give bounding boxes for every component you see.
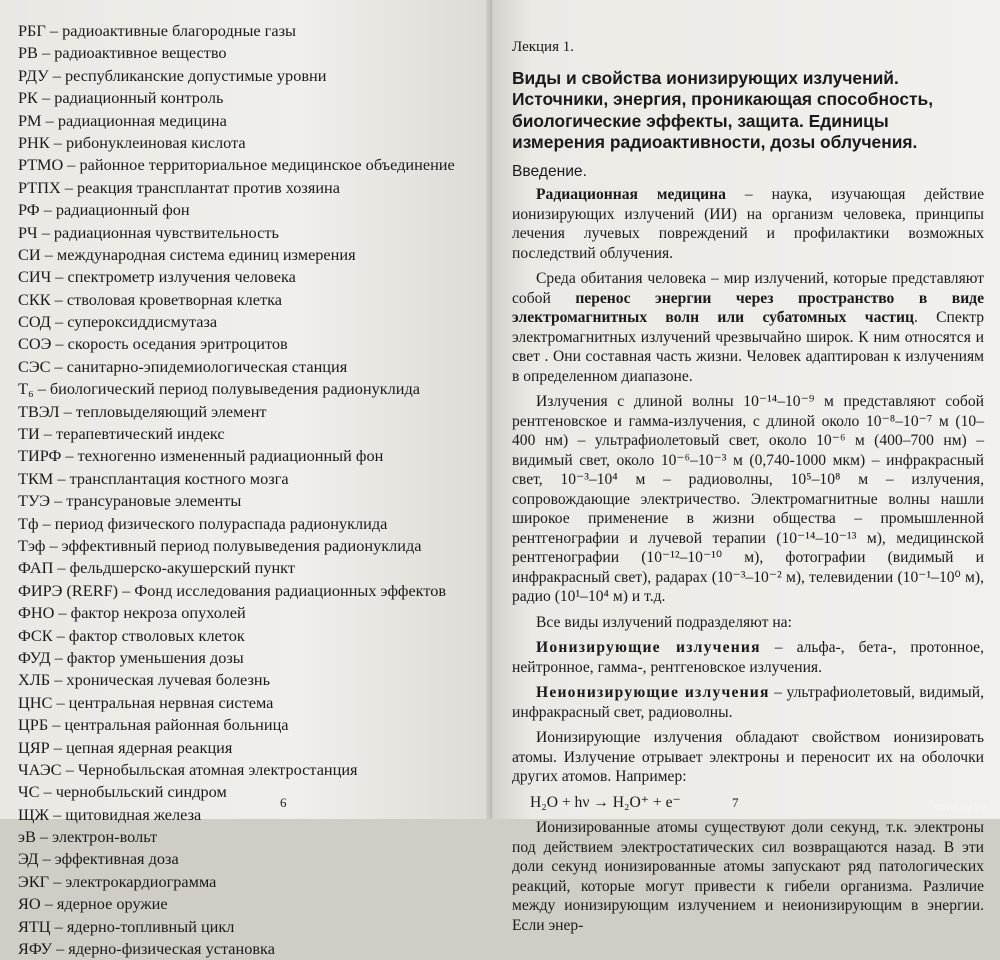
abbreviation-item: ЯТЦ – ядерно-топливный цикл [18, 916, 235, 936]
abbreviation-item: ЯО – ядерное оружие [18, 894, 168, 914]
abbreviation-item: СИЧ – спектрометр излучения человека [18, 267, 296, 287]
page-number-right: 7 [732, 795, 739, 810]
right-page [492, 0, 1000, 934]
page-number-left: 6 [280, 795, 287, 810]
paragraph-ionizing [512, 638, 984, 677]
abbreviation-item: ТИ – терапевтический индекс [18, 424, 225, 444]
term-nonionizing: Неионизирующие излучения [536, 684, 770, 701]
abbreviation-item: РДУ – республиканские допустимые уровни [18, 65, 327, 85]
abbreviation-item: эВ – электрон-вольт [18, 827, 158, 847]
paragraph-text: – альфа-, бета-, протонное, нейтронное, гамма-, рентгеновское излучения. [512, 639, 984, 676]
abbreviation-item: ЦРБ – центральная районная больница [18, 715, 289, 735]
abbreviation-item: СОД – супероксиддисмутаза [18, 312, 218, 332]
paragraph-ionization: Ионизирующие излучения обладают свойством ионизировать атомы. Излучение отрывает электроны и переносит их на оболочки других атомов. Например: [512, 729, 984, 785]
lecture-content [512, 38, 984, 941]
lecture-title: Виды и свойства ионизирующих излучений. Источники, энергия, проникающая способность, биологические эффекты, защита. Единицы измерения радиоактивности, дозы облучения. [512, 67, 934, 152]
abbreviation-item: ЦНС – центральная нервная система [18, 692, 274, 712]
abbreviation-item: ТИРФ – техногенно измененный радиационный фон [18, 446, 384, 466]
abbreviation-item: ЧС – чернобыльский синдром [18, 782, 227, 802]
abbreviation-item: ФСК – фактор стволовых клеток [18, 625, 245, 645]
term-radiation-medicine: Радиационная медицина [536, 186, 726, 203]
abbreviation-item: РЧ – радиационная чувствительность [18, 222, 279, 242]
paragraph-ionized-atoms: Ионизированные атомы существуют доли секунд, т.к. электроны под действием электростатических сил возвращаются назад. В эти доли секунд ионизированные атомы запускают ряд патологических реакций, которые могут привести к гибели организма. Различие между ионизирующим излучением и неионизирующим в энергии. Если энер- [512, 819, 984, 934]
abbreviation-item: ФУД – фактор уменьшения дозы [18, 647, 244, 667]
abbreviation-item: Тф – период физического полураспада радионуклида [18, 513, 388, 533]
abbreviation-item: СОЭ – скорость оседания эритроцитов [18, 334, 288, 354]
watermark: www.ay.by [934, 801, 986, 813]
abbreviation-item: ЩЖ – щитовидная железа [18, 804, 202, 824]
paragraph-nonionizing [512, 683, 984, 722]
abbreviation-item: ЯФУ – ядерно-физическая установка [18, 939, 275, 959]
abbreviation-item: РМ – радиационная медицина [18, 110, 227, 130]
abbreviation-item: РК – радиационный контроль [18, 88, 224, 108]
term-ionizing: Ионизирующие излучения [536, 639, 761, 656]
abbreviation-list [18, 20, 478, 960]
paragraph-text: – ультрафиолетовый, видимый, инфракрасный свет, радиоволны. [512, 684, 985, 721]
lecture-label: Лекция 1. [512, 39, 574, 55]
paragraph-environment [512, 269, 984, 386]
paragraph-text: . Спектр электромагнитных излучений чрезвычайно широк. К ним относятся и свет . Они составная часть жизни. Человек адаптирован к излучениям в определенном диапазоне. [512, 309, 984, 385]
abbreviation-item: РТМО – районное территориальное медицинское объединение [18, 155, 455, 175]
abbreviation-item: РВ – радиоактивное вещество [18, 43, 227, 63]
abbreviation-item: РТПХ – реакция трансплантат против хозяина [18, 177, 340, 197]
left-page [0, 0, 492, 959]
abbreviation-item: Тэф – эффективный период полувыведения радионуклида [18, 535, 422, 555]
abbreviation-item: ФАП – фельдшерско-акушерский пункт [18, 558, 295, 578]
abbreviation-item: ЭД – эффективная доза [18, 849, 179, 869]
abbreviation-item: ФИРЭ (RERF) – Фонд исследования радиационных эффектов [18, 580, 447, 600]
abbreviation-item: ЭКГ – электрокардиограмма [18, 871, 217, 891]
abbreviation-item: ТУЭ – трансурановые элементы [18, 491, 242, 511]
bold-phrase: перенос энергии через пространство в виде электромагнитных волн или субатомных частиц [512, 289, 984, 326]
intro-heading: Введение. [512, 162, 587, 180]
paragraph-wavelengths: Излучения с длиной волны 10⁻¹⁴–10⁻⁹ м представляют собой рентгеновское и гамма-излучения, с длиной около 10⁻⁸–10⁻⁷ м (10–400 нм) – ультрафиолетовый свет, около 10⁻⁶ м (400–700 нм) – видимый свет, около 10⁻⁶–10⁻³ м (0,740-1000 мкм) – инфракрасный свет, 10⁻³–10⁴ м – радиоволны, 10⁵–10⁸ м – излучения, сопровождающие электричество. Электромагнитные волны нашли широкое применение в жизни общества – промышленной рентгенографии и лучевой терапии (10⁻¹⁴–10⁻¹³ м), медицинской рентгенографии (10⁻¹²–10⁻¹⁰ м), фотографии (видимый и инфракрасный свет), радарах (10⁻³–10⁻² м), телевидении (10⁻¹–10⁰ м), радио (10¹–10⁴ м) и т.д. [512, 393, 984, 605]
abbreviation-item: ЦЯР – цепная ядерная реакция [18, 737, 233, 757]
abbreviation-item: ФНО – фактор некроза опухолей [18, 603, 246, 623]
abbreviation-item: ХЛБ – хроническая лучевая болезнь [18, 670, 271, 690]
abbreviation-item: ТКМ – трансплантация костного мозга [18, 468, 289, 488]
abbreviation-item: ТВЭЛ – тепловыделяющий элемент [18, 401, 267, 421]
paragraph-text: – наука, изучающая действие ионизирующих излучений (ИИ) на организм человека, принципы лечения лучевых повреждений и профилактики возможных последствий облучения. [512, 186, 984, 262]
abbreviation-item: РНК – рибонуклеиновая кислота [18, 132, 246, 152]
formula: H₂O + hν → H₂O⁺ + e⁻ [530, 793, 681, 811]
abbreviation-item: РФ – радиационный фон [18, 200, 190, 220]
abbreviation-item: СЭС – санитарно-эпидемиологическая станция [18, 356, 348, 376]
paragraph-classification: Все виды излучений подразделяют на: [536, 613, 792, 631]
paragraph-text: Среда обитания человека – мир излучений, которые представляют собой [512, 270, 984, 307]
abbreviation-item: Т₆ – биологический период полувыведения радионуклида [18, 379, 420, 399]
abbreviation-item: ЧАЭС – Чернобыльская атомная электростанция [18, 759, 358, 779]
abbreviation-item: СКК – стволовая кроветворная клетка [18, 289, 282, 309]
abbreviation-item: РБГ – радиоактивные благородные газы [18, 21, 296, 40]
paragraph-definition [512, 185, 984, 263]
abbreviation-item: СИ – международная система единиц измерения [18, 244, 356, 264]
